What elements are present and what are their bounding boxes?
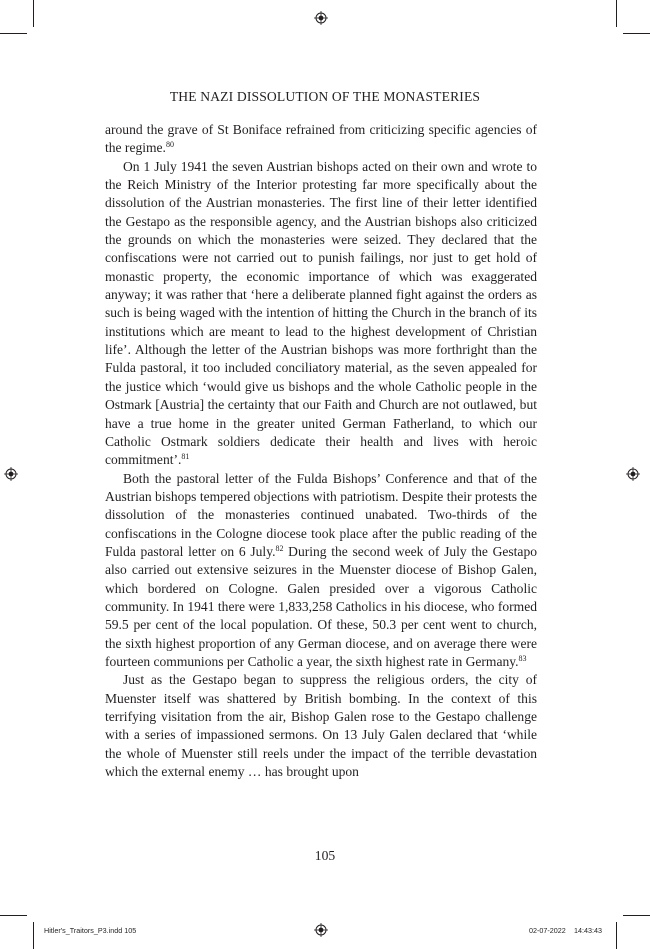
paragraph — [105, 671, 537, 781]
body-text — [105, 121, 537, 781]
registration-mark-icon — [626, 467, 640, 481]
paragraph-text: Both the pastoral letter of the Fulda Bishops’ Conference and that of the Austrian bishops tempered objections with patriotism. Despite their protests the dissolution of the monasteries continued unabated. Two-thirds of the confiscations in the Cologne diocese took place after the public reading of the Fulda pastoral letter on 6 July. — [105, 470, 537, 559]
slug-time: 14:43:43 — [574, 926, 602, 935]
crop-mark — [33, 0, 34, 27]
page-number: 105 — [314, 848, 336, 863]
paragraph-text: During the second week of July the Gestapo also carried out extensive seizures in the Muenster diocese of Bishop Galen, which bordered on Cologne. Galen presided over a vigorous Catholic community. In 1941 there were 1,833,258 Catholics in his diocese, who formed 59.5 per cent of the local population. Of these, 50.3 per cent went to church, the sixth highest proportion of any German diocese, and on average there were fourteen communions per Catholic a year, the sixth highest rate in Germany. — [105, 543, 537, 669]
crop-mark — [33, 922, 34, 949]
registration-mark-icon — [4, 467, 18, 481]
slug-date: 02-07-2022 — [529, 926, 566, 935]
paragraph — [105, 158, 537, 470]
registration-mark-icon — [314, 923, 328, 937]
footnote-reference[interactable]: 82 — [275, 543, 284, 553]
paragraph — [105, 121, 537, 158]
running-header: THE NAZI DISSOLUTION OF THE MONASTERIES — [169, 89, 481, 104]
paragraph-text: On 1 July 1941 the seven Austrian bishops acted on their own and wrote to the Reich Ministry of the Interior protesting far more specifically about the dissolution of the Austrian monasteries. The first line of their letter identified the Gestapo as the responsible agency, and the Austrian bishops also criticized the grounds on which the monasteries were seized. They declared that the confiscations were not carried out to punish failings, nor just to get hold of monastic property, the economic importance of which was exaggerated anyway; it was rather that ‘here a deliberate planned fight against the orders as such is being waged with the intention of hitting the Church in the branch of its institutions which are meant to lead to the highest development of Christian life’. Although the letter of the Austrian bishops was more forthright than the Fulda pastoral, it too included conciliatory material, as the seven appealed for the justice which ‘would give us bishops and the whole Catholic people in the Ostmark [Austria] the certainty that our Faith and Church are not outlawed, but have a true home in the greater united German Fatherland, to which our Catholic Ostmark soldiers dedicate their health and lives with heroic commitment’. — [105, 158, 537, 468]
footnote-reference[interactable]: 81 — [181, 452, 190, 462]
paragraph-text: around the grave of St Boniface refrained from criticizing specific agencies of the regime. — [105, 122, 537, 156]
paragraph — [105, 470, 537, 672]
crop-mark — [0, 33, 27, 34]
footnote-reference[interactable]: 83 — [518, 653, 527, 663]
crop-mark — [616, 0, 617, 27]
slug-filename: Hitler's_Traitors_P3.indd 105 — [44, 926, 137, 935]
registration-mark-icon — [314, 11, 328, 25]
crop-mark — [0, 915, 27, 916]
paragraph-text: Just as the Gestapo began to suppress the religious orders, the city of Muenster itself was shattered by British bombing. In the context of this terrifying visitation from the air, Bishop Galen rose to the Gestapo challenge with a series of impassioned sermons. On 13 July Galen declared that ‘while the whole of Muenster still reels under the impact of the terrible devastation which the external enemy … has brought upon — [105, 672, 537, 780]
crop-mark — [616, 922, 617, 949]
crop-mark — [623, 33, 650, 34]
crop-mark — [623, 915, 650, 916]
footnote-reference[interactable]: 80 — [165, 140, 174, 150]
